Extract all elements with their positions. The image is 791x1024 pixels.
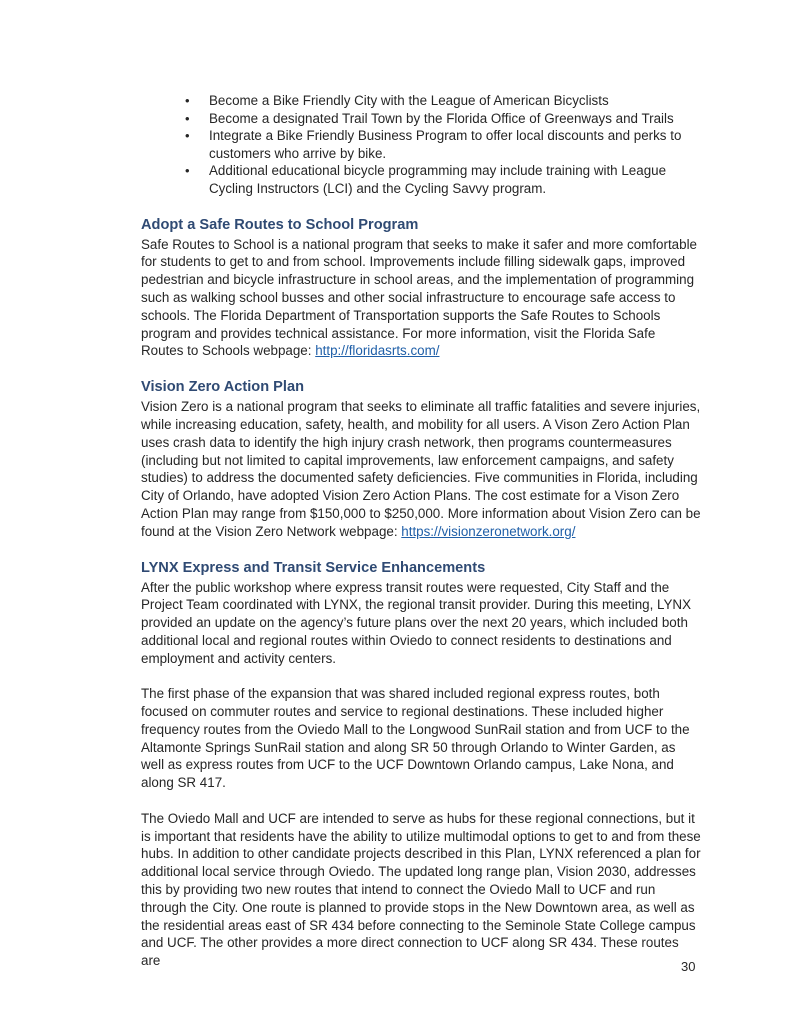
bullet-icon: • xyxy=(185,128,190,144)
lynx-paragraph-1: After the public workshop where express transit routes were requested, City Staff and the Project Team coordinated with LYNX, the regional transit provider. During this meeting, LYNX provided an update on the agency’s future plans over the next 20 years, which included both additional local and regional routes within Oviedo to connect residents to destinations and employment and activity centers. xyxy=(141,579,692,666)
page-number: 30 xyxy=(681,959,696,974)
section-heading-lynx: LYNX Express and Transit Service Enhancements xyxy=(141,559,486,576)
lynx-paragraph-3: The Oviedo Mall and UCF are intended to serve as hubs for these regional connections, but it is important that residents have the ability to utilize multimodal options to get to and from these hubs. In addition to other candidate projects described in this Plan, LYNX referenced a plan for additional local service through Oviedo. The updated long range plan, Vision 2030, addresses this by providing two new routes that intend to connect the Oviedo Mall to UCF and run through the City. One route is planned to provide stops in the New Downtown area, as well as the residential areas east of SR 434 before connecting to the Seminole State College campus and UCF. The other provides a more direct connection to UCF along SR 434. These routes are xyxy=(141,810,701,969)
vision-zero-paragraph: Vision Zero is a national program that seeks to eliminate all traffic fatalities and severe injuries, while increasing education, safety, health, and mobility for all users. A Vison Zero Action Plan uses crash data to identify the high injury crash network, then programs countermeasures (including but not limited to capital improvements, law enforcement campaigns, and safety studies) to address the documented safety deficiencies. Five communities in Florida, including City of Orlando, have adopted Vision Zero Action Plans. The cost estimate for a Vison Zero Action Plan may range from $150,000 to $250,000. More information about Vision Zero can be found at the Vision Zero Network webpage: https://visionzeronetwork.org/ xyxy=(141,399,701,539)
visionzero-link[interactable]: https://visionzeronetwork.org/ xyxy=(401,523,576,539)
bullet-icon: • xyxy=(185,163,190,179)
document-page xyxy=(141,92,701,970)
list-item: • Integrate a Bike Friendly Business Program to offer local discounts and perks to customers who arrive by bike. xyxy=(185,128,682,161)
list-item: • Become a designated Trail Town by the Florida Office of Greenways and Trails xyxy=(185,110,674,126)
bullet-list xyxy=(141,92,701,198)
section-heading-vision-zero: Vision Zero Action Plan xyxy=(141,379,304,396)
list-item: • Additional educational bicycle programming may include training with League Cycling Instructors (LCI) and the Cycling Savvy program. xyxy=(185,163,667,196)
bullet-icon: • xyxy=(185,93,190,108)
floridasrts-link[interactable]: http://floridasrts.com/ xyxy=(315,343,440,359)
lynx-paragraph-2: The first phase of the expansion that was shared included regional express routes, both focused on commuter routes and service to regional destinations. These included higher frequency routes from the Oviedo Mall to the Longwood SunRail station and from UCF to the Altamonte Springs SunRail station and along SR 50 through Orlando to Winter Garden, as well as express routes from UCF to the UCF Downtown Orlando campus, Lake Nona, and along SR 417. xyxy=(141,686,690,791)
list-item: • Become a Bike Friendly City with the League of American Bicyclists xyxy=(185,93,609,108)
srts-paragraph: Safe Routes to School is a national program that seeks to make it safer and more comfortable for students to get to and from school. Improvements include filling sidewalk gaps, improved pedestrian and bicycle infrastructure in school areas, and the implementation of programming such as walking school busses and other social infrastructure to encourage safe access to schools. The Florida Department of Transportation supports the Safe Routes to Schools program and provides technical assistance. For more information, visit the Florida Safe Routes to Schools webpage: http://floridasrts.com/ xyxy=(141,236,697,359)
section-heading-srts: Adopt a Safe Routes to School Program xyxy=(141,216,419,233)
bullet-icon: • xyxy=(185,110,190,126)
